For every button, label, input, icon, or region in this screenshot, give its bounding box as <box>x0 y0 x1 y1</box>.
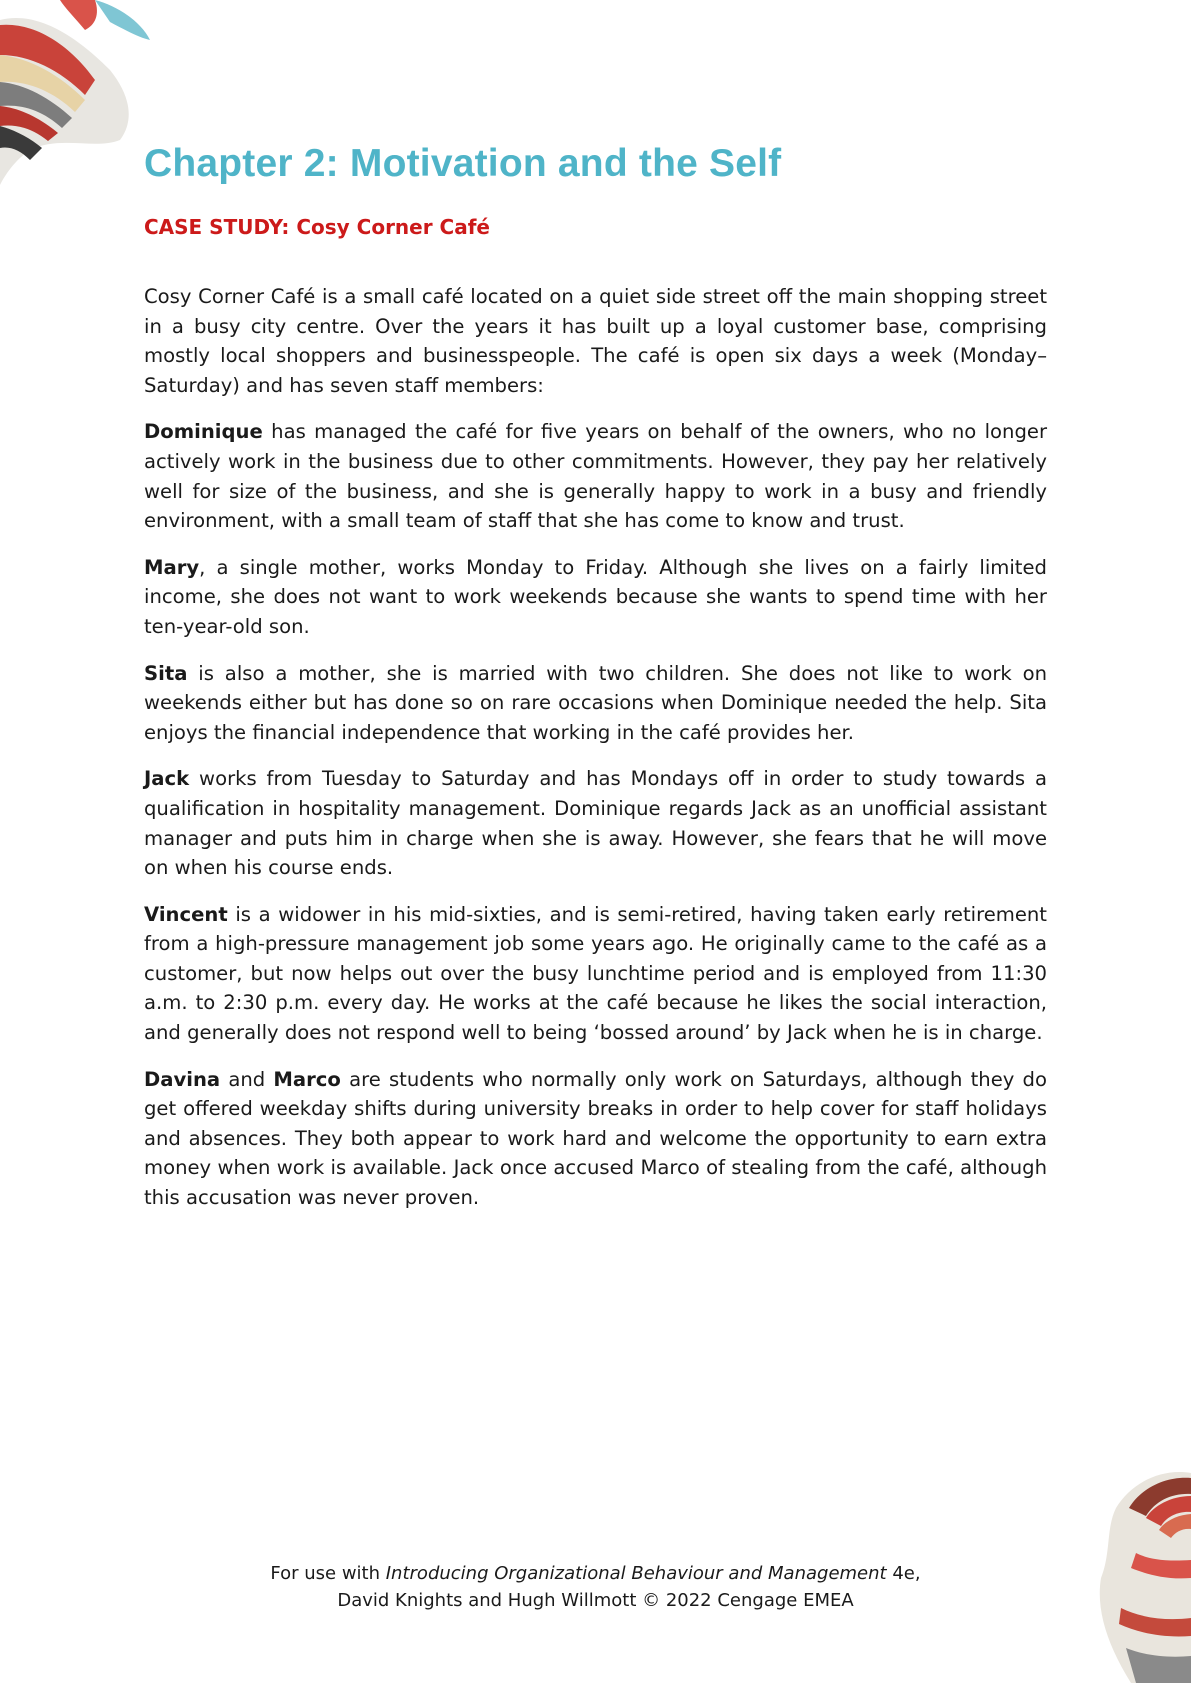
staff-description: is also a mother, she is married with two children. She does not like to work on weekends either but has done so on rare occasions when Dominique needed the help. Sita enjoys the financial independence that working in the café provides her. <box>144 661 1047 744</box>
footer-book-title: Introducing Organizational Behaviour and Management <box>385 1563 887 1584</box>
staff-name: Sita <box>144 661 188 685</box>
staff-name: Jack <box>144 767 190 791</box>
staff-description: , a single mother, works Monday to Friday. Although she lives on a fairly limited income, she does not want to work weekends because she wants to spend time with her ten-year-old son. <box>144 555 1047 638</box>
intro-paragraph: Cosy Corner Café is a small café located on a quiet side street off the main shopping street in a busy city centre. Over the years it has built up a loyal customer base, comprising mostly local shoppers and businesspeople. The café is open six days a week (Monday–Saturday) and has seven staff members: <box>144 285 1047 397</box>
footer-prefix: For use with <box>270 1563 386 1584</box>
footer-credit: David Knights and Hugh Willmott © 2022 Cengage EMEA <box>337 1590 854 1611</box>
staff-paragraph-dominique <box>144 417 1047 535</box>
footer-line-1 <box>0 1560 1191 1587</box>
staff-name: Vincent <box>144 902 228 926</box>
staff-paragraph-vincent <box>144 900 1047 1048</box>
staff-name: Marco <box>273 1067 341 1091</box>
staff-description: is a widower in his mid-sixties, and is semi-retired, having taken early retirement from a high-pressure management job some years ago. He originally came to the café as a customer, but now helps out over the busy lunchtime period and is employed from 11:30 a.m. to 2:30 p.m. every day. He works at the café because he likes the social interaction, and generally does not respond well to being ‘bossed around’ by Jack when he is in charge. <box>144 902 1047 1045</box>
staff-paragraph-mary <box>144 553 1047 642</box>
page-footer <box>0 1560 1191 1614</box>
case-study-title: CASE STUDY: Cosy Corner Café <box>144 215 490 239</box>
staff-description: has managed the café for five years on behalf of the owners, who no longer actively work in the business due to other commitments. However, they pay her relatively well for size of the business, and she is generally happy to work in a busy and friendly environment, with a small team of staff that she has come to know and trust. <box>144 420 1047 533</box>
staff-description: works from Tuesday to Saturday and has Mondays off in order to study towards a qualification in hospitality management. Dominique regards Jack as an unofficial assistant manager and puts him in charge when she is away. However, she fears that he will move on when his course ends. <box>144 767 1047 880</box>
chapter-title: Chapter 2: Motivation and the Self <box>144 142 782 185</box>
staff-paragraph-sita <box>144 659 1047 748</box>
case-study-body <box>144 282 1047 1230</box>
staff-name: Dominique <box>144 420 263 444</box>
staff-paragraph-jack <box>144 764 1047 882</box>
staff-paragraph-davina-marco <box>144 1065 1047 1213</box>
footer-edition: 4e, <box>886 1563 921 1584</box>
staff-name: Mary <box>144 555 200 579</box>
staff-name: Davina <box>144 1067 221 1091</box>
conjunction: and <box>220 1067 274 1091</box>
staff-description: are students who normally only work on Saturdays, although they do get offered weekday shifts during university breaks in order to help cover for staff holidays and absences. They both appear to work hard and welcome the opportunity to earn extra money when work is available. Jack once accused Marco of stealing from the café, although this accusation was never proven. <box>144 1067 1047 1210</box>
